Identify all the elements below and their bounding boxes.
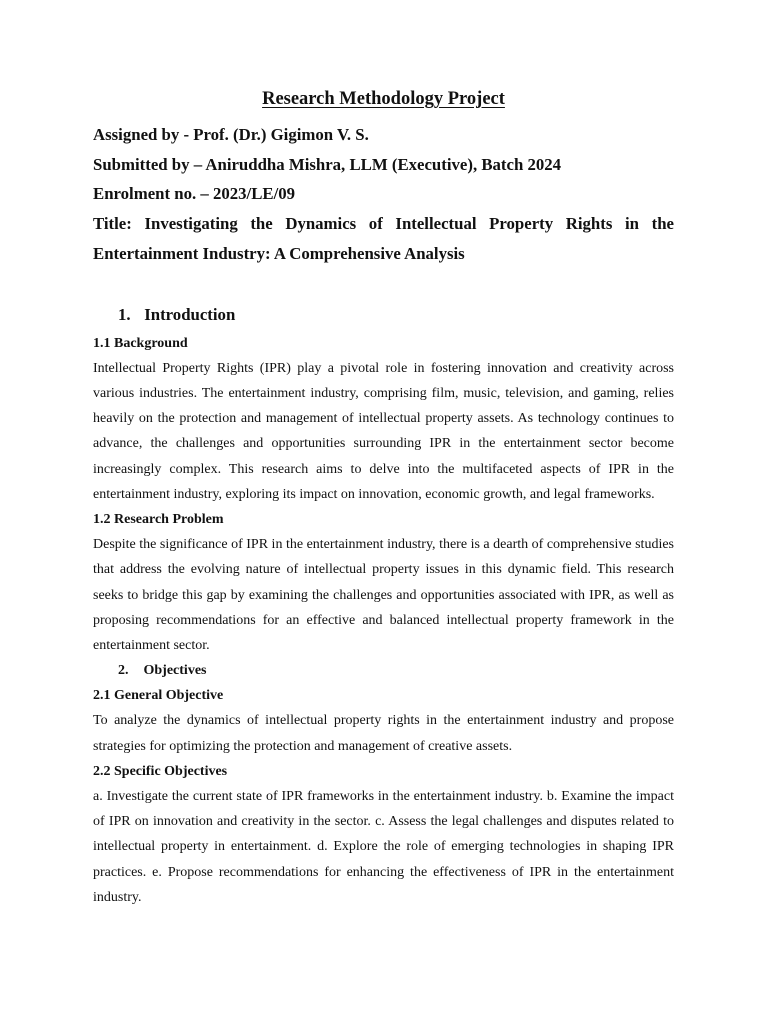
section-number: 2.	[118, 663, 129, 679]
research-problem-paragraph: Despite the significance of IPR in the entertainment industry, there is a dearth of comprehensive studies that address the evolving nature of intellectual property issues in this dynamic field. This research seeks to bridge this gap by examining the challenges and opportunities associated with IPR, as well as proposing recommendations for an effective and balanced intellectual property framework in the entertainment sector.	[93, 537, 674, 653]
enrolment-number: Enrolment no. – 2023/LE/09	[93, 184, 296, 203]
project-title: Title: Investigating the Dynamics of Intellectual Property Rights in the Entertainment Industry: A Comprehensive Analysis	[93, 213, 674, 263]
specific-objectives-paragraph: a. Investigate the current state of IPR frameworks in the entertainment industry. b. Examine the impact of IPR on innovation and creativity in the sector. c. Assess the legal challenges and disputes related to intellectual property in entertainment. d. Explore the role of emerging technologies in shaping IPR practices. e. Propose recommendations for enhancing the effectiveness of IPR in the entertainment industry.	[93, 788, 674, 905]
specific-objectives-heading: 2.2 Specific Objectives	[93, 763, 228, 779]
assigned-by: Assigned by - Prof. (Dr.) Gigimon V. S.	[93, 125, 369, 144]
section-number: 1.	[118, 304, 131, 324]
document-title: Research Methodology Project	[262, 89, 505, 109]
background-heading: 1.1 Background	[93, 335, 188, 351]
research-problem-heading: 1.2 Research Problem	[93, 511, 224, 527]
section-introduction-heading	[93, 303, 674, 327]
background-paragraph: Intellectual Property Rights (IPR) play a pivotal role in fostering innovation and creativity across various industries. The entertainment industry, comprising film, music, television, and gaming, relies heavily on the protection and management of intellectual property assets. As technology continues to advance, the challenges and opportunities surrounding IPR in the entertainment sector become increasingly complex. This research aims to delve into the multifaceted aspects of IPR in the entertainment industry, exploring its impact on innovation, economic growth, and legal frameworks.	[93, 360, 674, 502]
section-heading-label: Objectives	[143, 663, 207, 679]
submitted-by: Submitted by – Aniruddha Mishra, LLM (Executive), Batch 2024	[93, 154, 562, 174]
section-heading-label: Introduction	[144, 304, 236, 324]
general-objective-heading: 2.1 General Objective	[93, 688, 224, 704]
general-objective-paragraph: To analyze the dynamics of intellectual property rights in the entertainment industry and propose strategies for optimizing the protection and management of creative assets.	[93, 713, 674, 754]
section-objectives-heading	[93, 658, 674, 683]
